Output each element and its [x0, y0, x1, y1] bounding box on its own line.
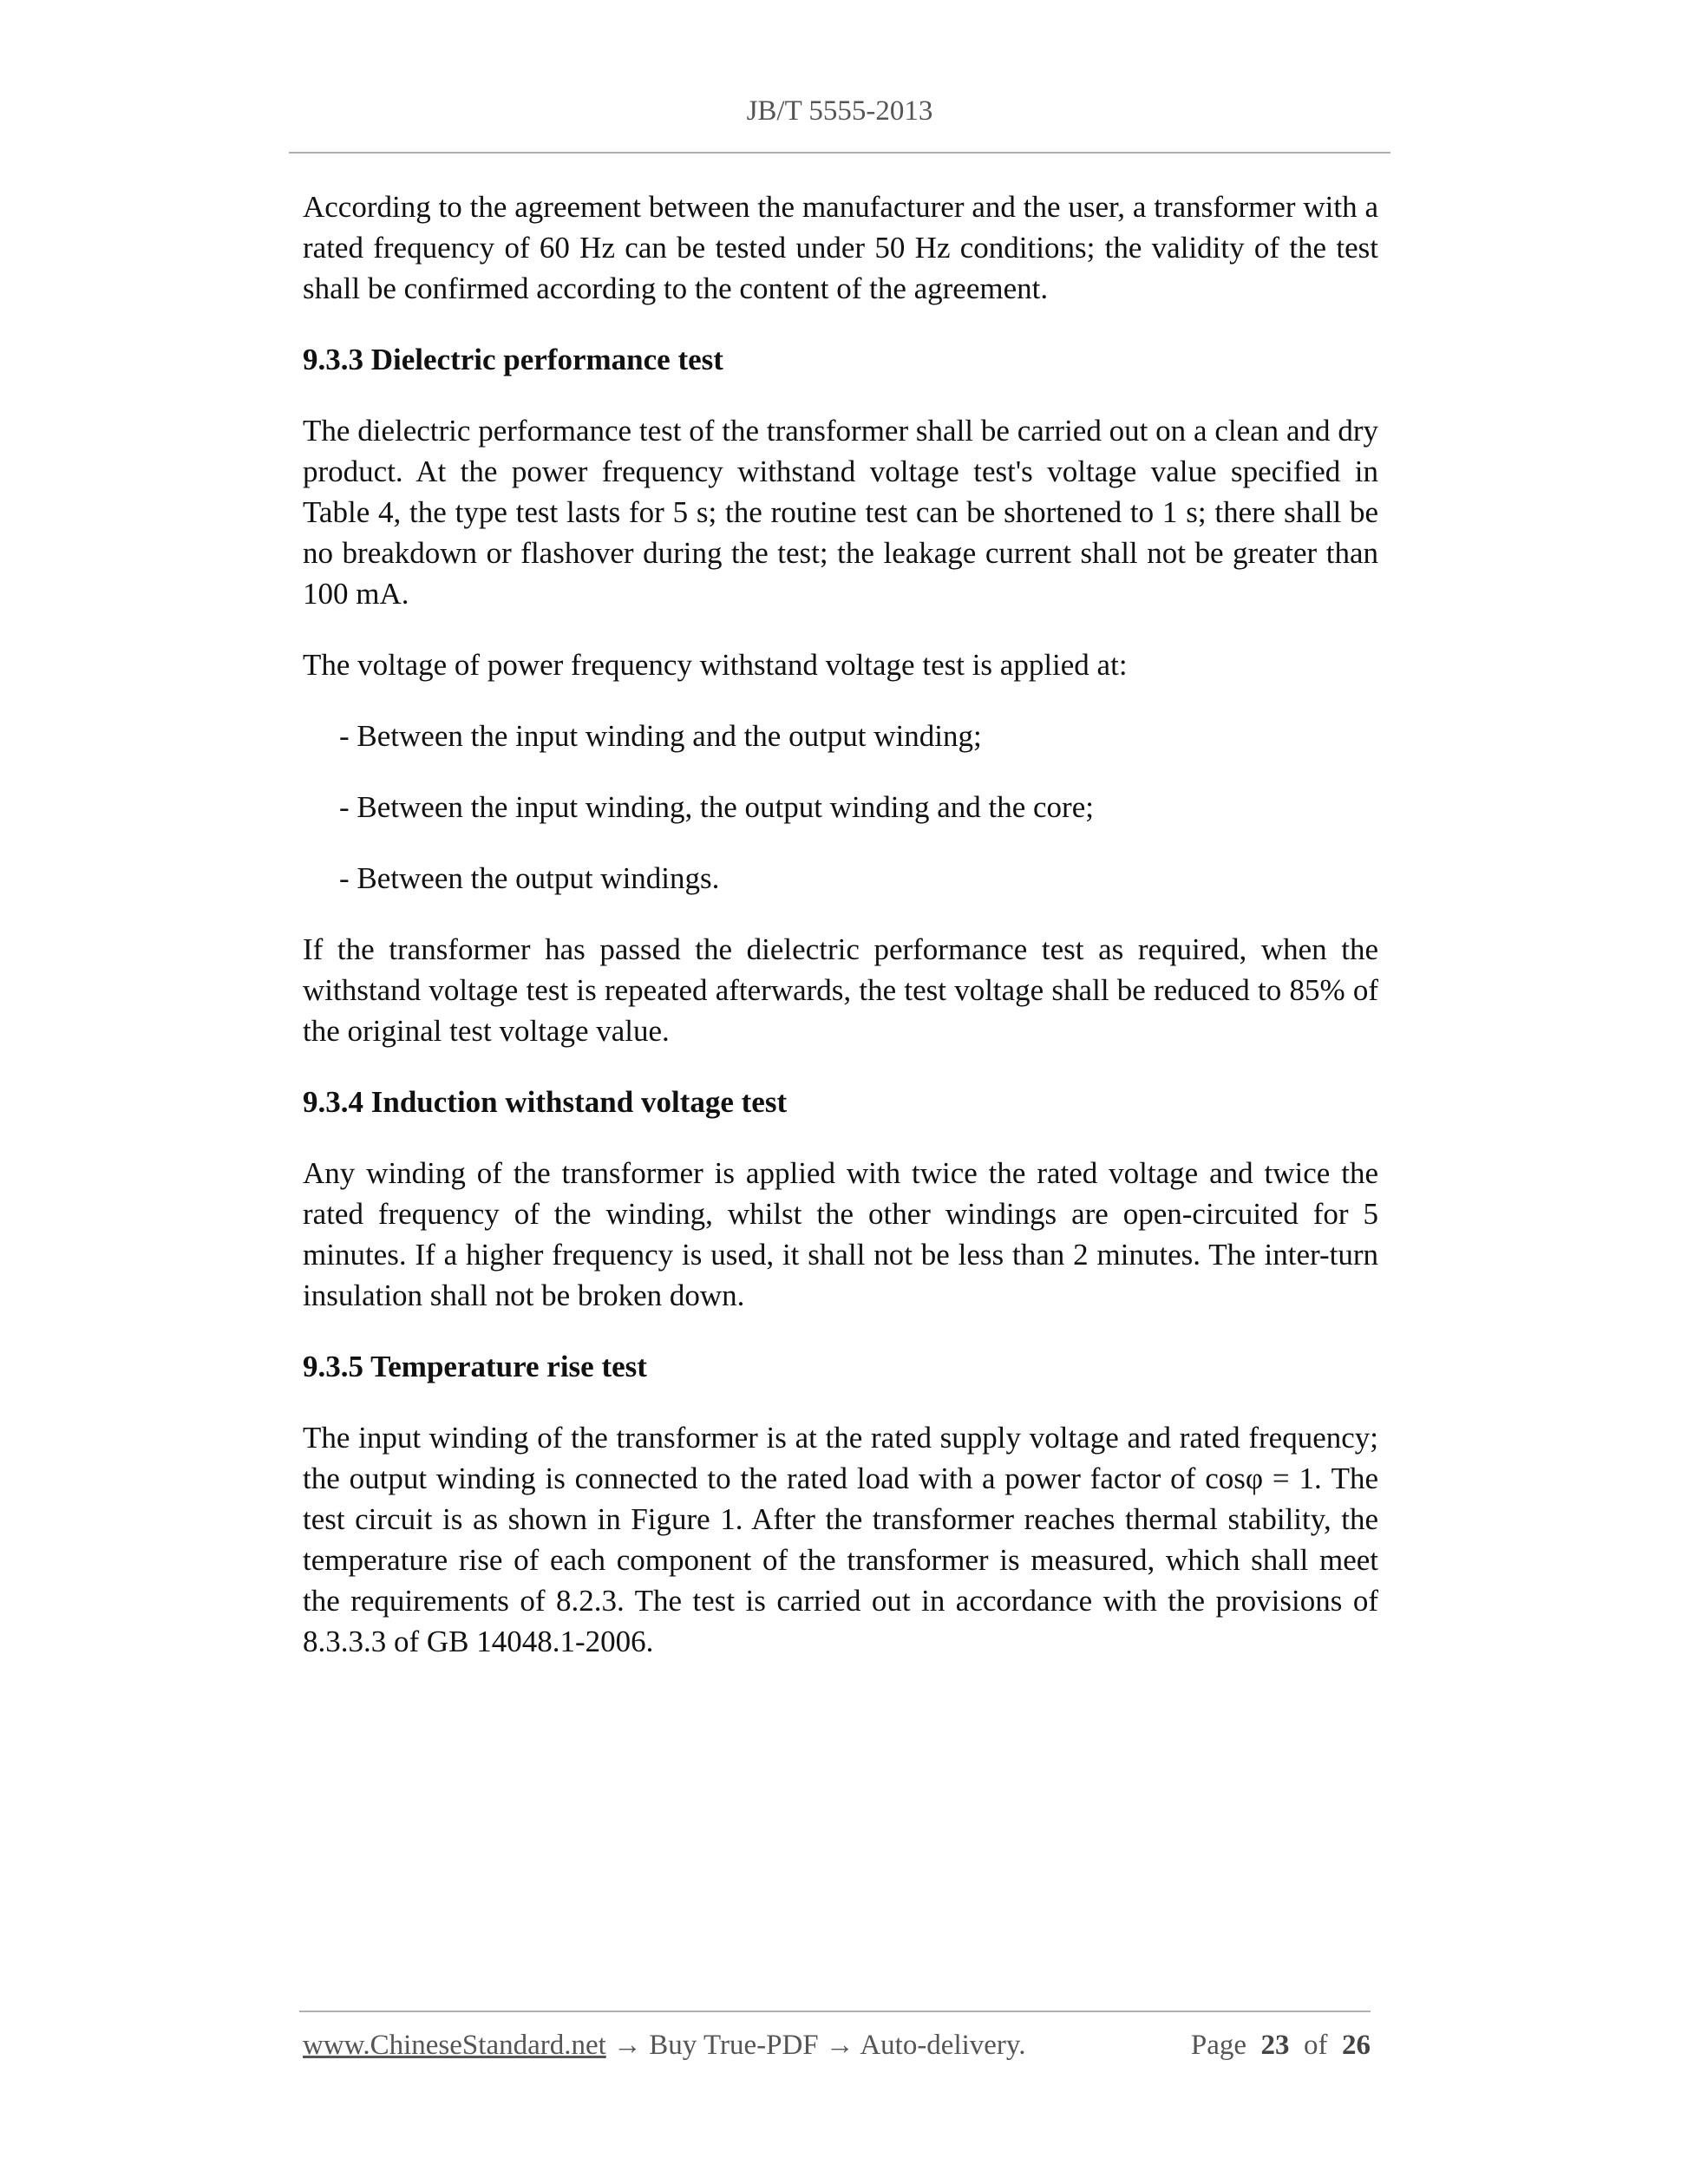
page-label: Page: [1190, 2030, 1246, 2061]
document-id: JB/T 5555-2013: [746, 95, 933, 127]
site-link[interactable]: www.ChineseStandard.net: [303, 2030, 606, 2061]
paragraph-voltage-applied: The voltage of power frequency withstand voltage test is applied at:: [303, 648, 1128, 682]
current-page: 23: [1260, 2030, 1290, 2061]
page-content: [303, 186, 1378, 1692]
page-number: [1191, 2030, 1371, 2062]
auto-delivery-text: Auto-delivery.: [860, 2030, 1026, 2061]
of-label: of: [1304, 2030, 1328, 2061]
paragraph-repeated-test: If the transformer has passed the dielectric performance test as required, when the withstand voltage test is repeated afterwards, the test voltage shall be reduced to 85% of the original test voltage value.: [303, 932, 1378, 1048]
list-item: - Between the input winding, the output winding and the core;: [339, 790, 1094, 824]
section-heading-9-3-4: 9.3.4 Induction withstand voltage test: [303, 1085, 788, 1119]
paragraph-induction-test: Any winding of the transformer is applied with twice the rated voltage and twice the rated frequency of the winding, whilst the other windings are open-circuited for 5 minutes. If a higher frequency is used, it shall not be less than 2 minutes. The inter-turn insulation shall not be broken down.: [303, 1156, 1378, 1312]
section-heading-9-3-5: 9.3.5 Temperature rise test: [303, 1350, 647, 1383]
list-item: - Between the output windings.: [339, 861, 720, 895]
arrow-icon: →: [825, 2030, 854, 2061]
list-item: - Between the input winding and the output winding;: [339, 719, 982, 753]
paragraph-dielectric-test: The dielectric performance test of the transformer shall be carried out on a clean and dry product. At the power frequency withstand voltage test's voltage value specified in Table 4, the type test lasts for 5 s; the routine test can be shortened to 1 s; there shall be no breakdown or flashover during the test; the leakage current shall not be greater than 100 mA.: [303, 414, 1378, 611]
section-heading-9-3-3: 9.3.3 Dielectric performance test: [303, 343, 723, 376]
header-divider: [289, 152, 1390, 154]
buy-true-pdf-link[interactable]: Buy True-PDF: [649, 2030, 819, 2061]
paragraph-frequency-agreement: According to the agreement between the manufacturer and the user, a transformer with a rated frequency of 60 Hz can be tested under 50 Hz conditions; the validity of the test shall be confirmed according to the content of the agreement.: [303, 190, 1378, 305]
running-header: [289, 95, 1390, 128]
paragraph-temperature-rise: The input winding of the transformer is at the rated supply voltage and rated frequency; the output winding is connected to the rated load with a power factor of cosφ = 1. The test circuit is as shown in Figure 1. After the transformer reaches thermal stability, the temperature rise of each component of the transformer is measured, which shall meet the requirements of 8.2.3. The test is carried out in accordance with the provisions of 8.3.3.3 of GB 14048.1-2006.: [303, 1421, 1378, 1658]
total-pages: 26: [1342, 2030, 1371, 2061]
footer-divider: [299, 2011, 1371, 2012]
arrow-icon: →: [613, 2030, 643, 2061]
page-footer: [303, 2030, 1371, 2062]
